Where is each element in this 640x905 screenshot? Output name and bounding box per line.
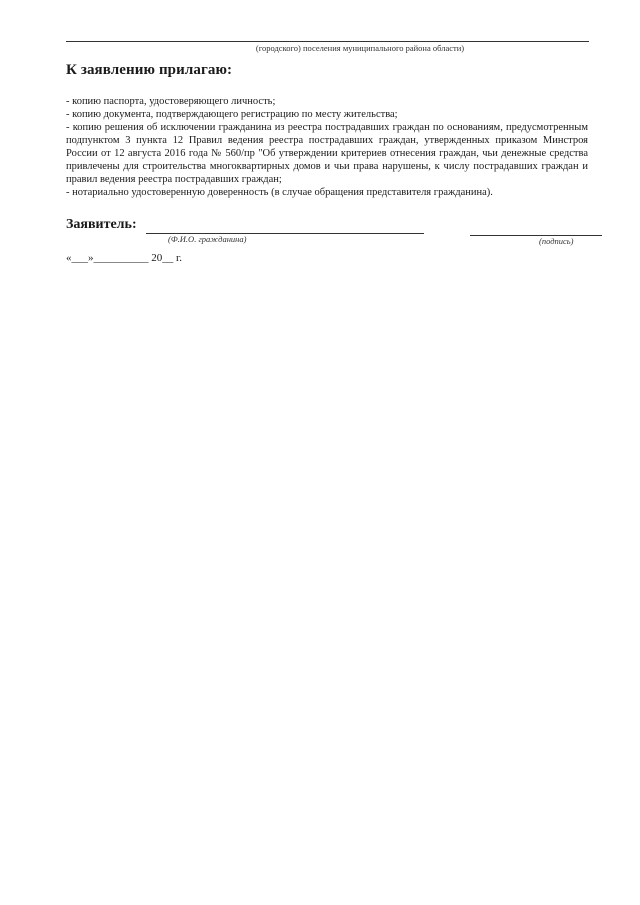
attachment-item-registration: - копию документа, подтверждающего регистрацию по месту жительства;: [66, 109, 398, 120]
applicant-name-caption: (Ф.И.О. гражданина): [168, 234, 247, 244]
municipality-caption: (городского) поселения муниципального района области): [255, 43, 465, 53]
date-line: «___»__________ 20__ г.: [66, 252, 183, 264]
attachment-item-power-of-attorney: - нотариально удостоверенную доверенность (в случае обращения представителя гражданина).: [66, 187, 493, 198]
municipality-underline: [66, 41, 589, 42]
attachment-item-exclusion-decision: - копию решения об исключении гражданина из реестра пострадавших граждан по основаниям, предусмотренным подпунктом 3 пункта 12 Правил ведения реестра пострадавших граждан, утвержденных приказом Минстроя России от 12 августа 2016 года № 560/пр "Об утверждении критериев отнесения граждан, чьи денежные средства привлечены для строительства многоквартирных домов и чьи права нарушены, к числу пострадавших граждан и правил ведения реестра пострадавших граждан;: [66, 122, 588, 185]
attachments-list: [66, 95, 588, 199]
signature-caption: (подпись): [539, 236, 574, 246]
signature-line: [470, 235, 602, 236]
attachments-heading: К заявлению прилагаю:: [66, 62, 233, 78]
applicant-label: Заявитель:: [66, 217, 137, 232]
attachment-item-passport: - копию паспорта, удостоверяющего личность;: [66, 96, 276, 107]
